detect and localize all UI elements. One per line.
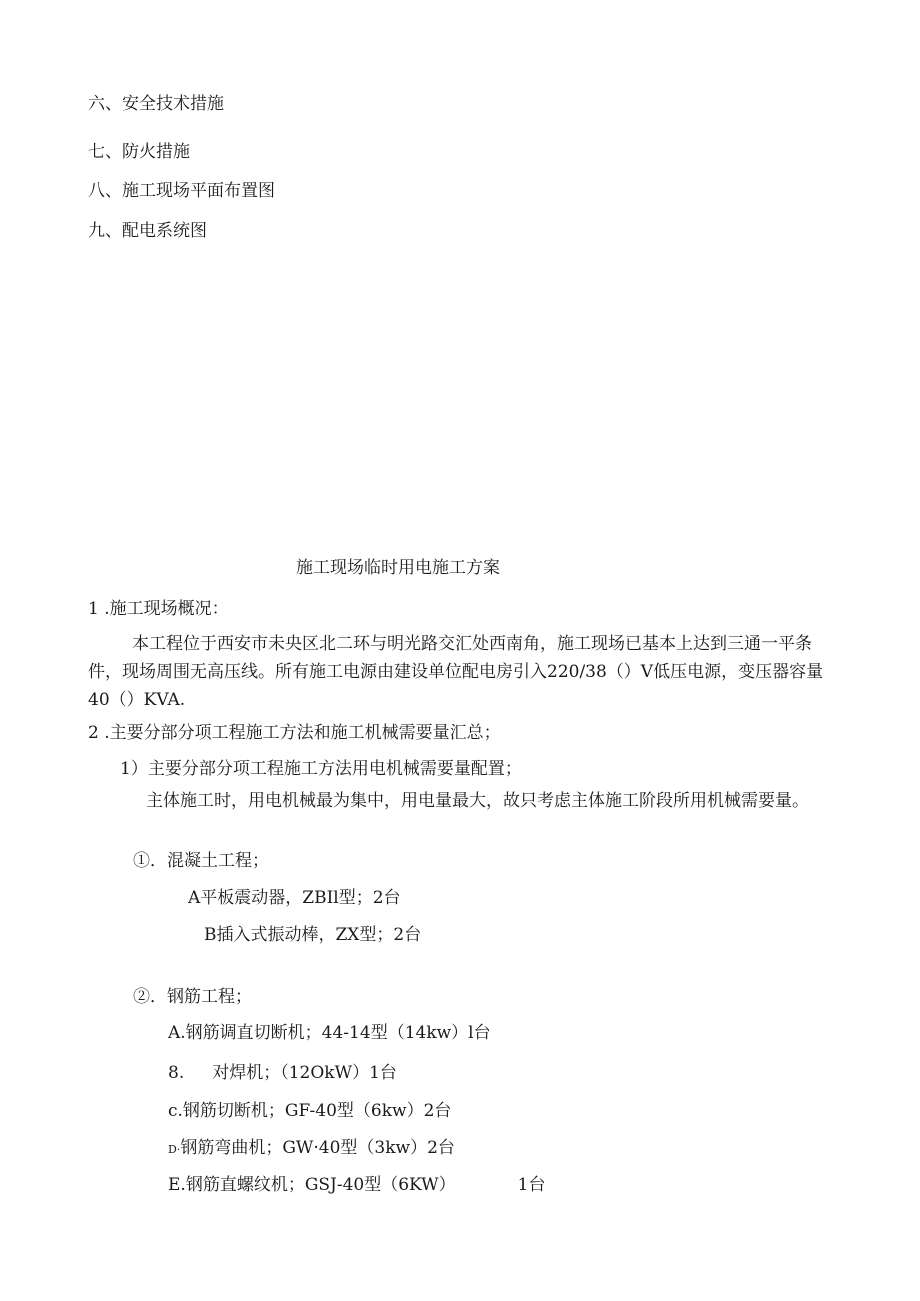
concrete-heading: ①．混凝土工程； bbox=[133, 851, 269, 871]
concrete-item-b: B插入式振动棒，ZX型；2台 bbox=[204, 925, 422, 945]
rebar-item-d-prefix: D· bbox=[168, 1143, 181, 1156]
section-2-paragraph: 主体施工时，用电机械最为集中，用电量最大，故只考虑主体施工阶段所用机械需要量。 bbox=[146, 791, 809, 811]
concrete-item-a: A平板震动器，ZBIl型；2台 bbox=[188, 888, 401, 908]
rebar-item-c: c.钢筋切断机；GF-40型（6kw）2台 bbox=[168, 1101, 452, 1121]
rebar-item-d bbox=[168, 1137, 455, 1161]
toc-item-distribution: 九、配电系统图 bbox=[88, 221, 207, 241]
rebar-item-e-text: E.钢筋直螺纹机；GSJ-40型（6KW） bbox=[168, 1175, 456, 1195]
section-2-heading: 2 .主要分部分项工程施工方法和施工机械需要量汇总； bbox=[88, 723, 501, 743]
document-title: 施工现场临时用电施工方案 bbox=[296, 558, 500, 578]
rebar-item-e bbox=[168, 1174, 545, 1196]
section-2-subheading: 1）主要分部分项工程施工方法用电机械需要量配置； bbox=[120, 759, 522, 779]
rebar-item-a: A.钢筋调直切断机；44-14型（14kw）l台 bbox=[168, 1023, 491, 1043]
rebar-item-b-number: 8. bbox=[168, 1063, 185, 1083]
toc-item-fire: 七、防火措施 bbox=[88, 142, 190, 162]
rebar-item-d-text: 钢筋弯曲机；GW·40型（3kw）2台 bbox=[180, 1138, 455, 1158]
toc-item-safety: 六、安全技术措施 bbox=[88, 94, 224, 114]
section-1-paragraph: 本工程位于西安市未央区北二环与明光路交汇处西南角，施工现场已基本上达到三通一平条件，现场周围无高压线。所有施工电源由建设单位配电房引入220/38（）V低压电源，变压器容量40（）KVA. bbox=[88, 634, 824, 710]
rebar-item-b-text: 对焊机；（12OkW）1台 bbox=[212, 1063, 397, 1083]
toc-item-layout: 八、施工现场平面布置图 bbox=[88, 181, 275, 201]
rebar-item-e-qty: 1台 bbox=[517, 1175, 546, 1195]
rebar-item-b bbox=[168, 1062, 397, 1084]
section-1-heading: 1 .施工现场概况： bbox=[88, 599, 229, 619]
rebar-heading: ②．钢筋工程； bbox=[133, 987, 252, 1007]
